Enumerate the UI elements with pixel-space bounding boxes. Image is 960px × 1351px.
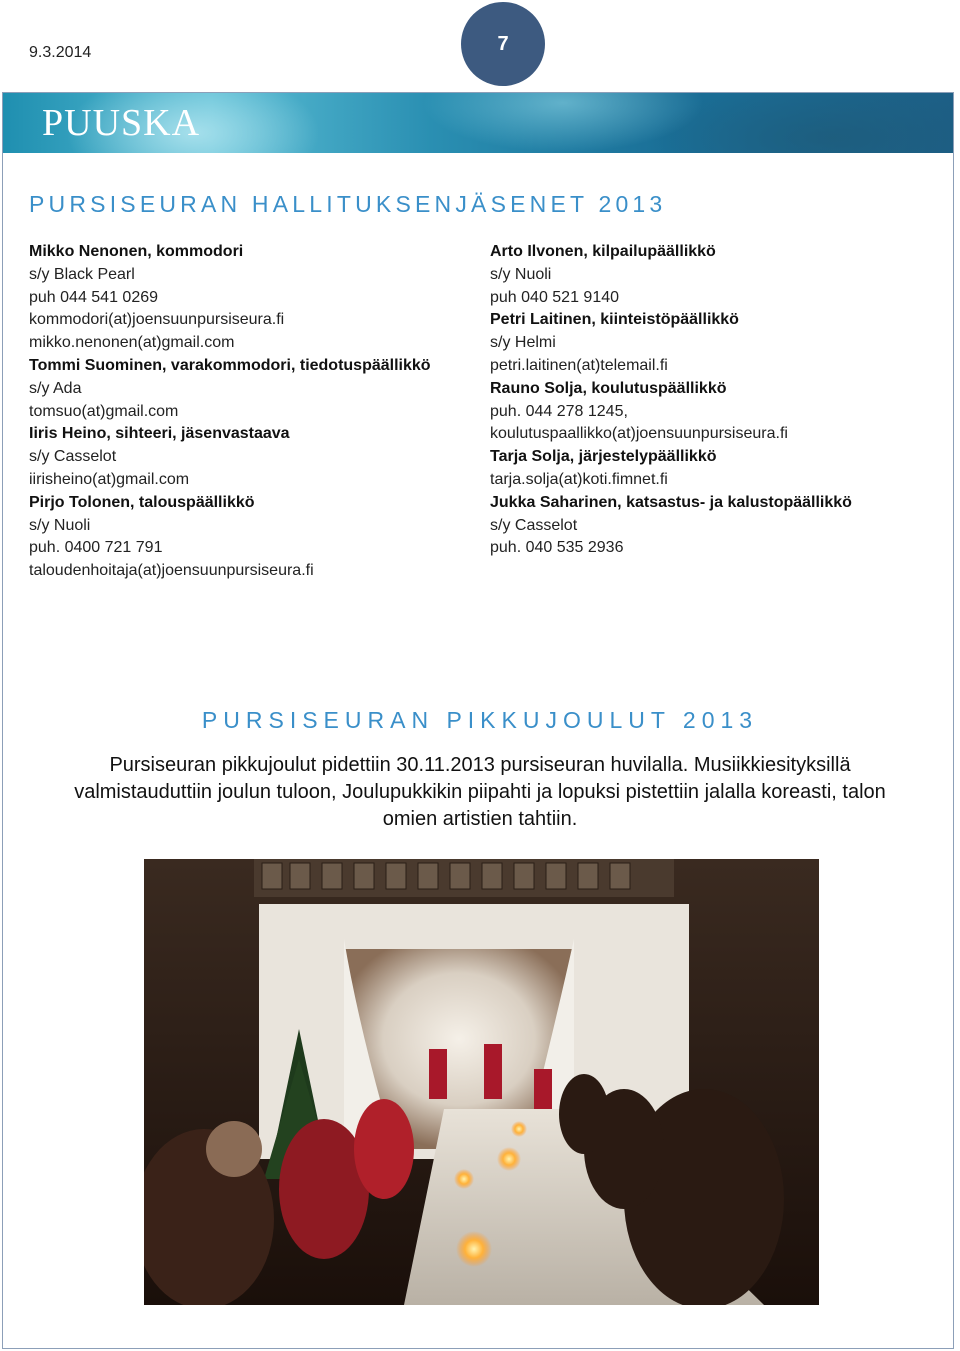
board-member-detail: tomsuo(at)gmail.com (29, 402, 179, 420)
board-member-detail: s/y Casselot (29, 448, 117, 466)
banner (3, 93, 953, 153)
board-member-name: Rauno Solja, koulutuspäällikkö (490, 379, 727, 397)
board-member-name: Mikko Nenonen, kommodori (29, 243, 244, 260)
board-member-detail: s/y Ada (29, 379, 82, 397)
board-member-detail: tarja.solja(at)koti.fimnet.fi (490, 470, 668, 488)
page-number-badge: 7 (461, 2, 545, 86)
party-text: Pursiseuran pikkujoulut pidettiin 30.11.2013 pursiseuran huvilalla. Musiikkiesityksillä valmistauduttiin joulun tuloon, Joulupukkikin piipahti ja lopuksi pistettiin jalalla koreasti, talon omien artistien tahtiin. (74, 754, 886, 830)
board-member-name: Pirjo Tolonen, talouspäällikkö (29, 493, 255, 511)
board-member-detail: puh. 044 278 1245, (490, 402, 628, 420)
board-left-column (29, 241, 469, 583)
board-member-detail: s/y Nuoli (490, 265, 552, 283)
board-member-detail: s/y Helmi (490, 334, 556, 352)
board-member-detail: s/y Casselot (490, 516, 578, 534)
board-member-detail: mikko.nenonen(at)gmail.com (29, 334, 235, 352)
board-member-detail: puh. 0400 721 791 (29, 539, 163, 557)
board-member-detail: iirisheino(at)gmail.com (29, 470, 190, 488)
banner-title: PUUSKA (42, 102, 201, 144)
board-member-detail: puh. 040 535 2936 (490, 539, 624, 557)
board-member-name: Iiris Heino, sihteeri, jäsenvastaava (29, 425, 290, 443)
board-member-detail: petri.laitinen(at)telemail.fi (490, 356, 668, 374)
board-member-detail: s/y Black Pearl (29, 265, 135, 283)
party-heading: PURSISEURAN PIKKUJOULUT 2013 (201, 707, 759, 733)
photo-illustration (144, 859, 819, 1305)
date: 9.3.2014 (29, 44, 92, 61)
board-member-detail: taloudenhoitaja(at)joensuunpursiseura.fi (29, 562, 314, 580)
board-member-name: Petri Laitinen, kiinteistöpäällikkö (490, 311, 739, 329)
board-right-column (490, 241, 930, 560)
board-member-detail: puh 040 521 9140 (490, 288, 620, 306)
board-heading: PURSISEURAN HALLITUKSENJÄSENET 2013 (29, 191, 667, 217)
board-member-detail: koulutuspaallikko(at)joensuunpursiseura.fi (490, 425, 788, 443)
board-member-name: Tarja Solja, järjestelypäällikkö (490, 448, 717, 466)
board-member-name: Arto Ilvonen, kilpailupäällikkö (490, 243, 716, 260)
board-member-name: Tommi Suominen, varakommodori, tiedotuspäällikkö (29, 356, 431, 374)
board-member-detail: puh 044 541 0269 (29, 288, 159, 306)
board-member-detail: kommodori(at)joensuunpursiseura.fi (29, 311, 285, 329)
board-member-name: Jukka Saharinen, katsastus- ja kalustopäällikkö (490, 493, 852, 511)
christmas-party-photo (144, 859, 819, 1305)
board-member-detail: s/y Nuoli (29, 516, 91, 534)
